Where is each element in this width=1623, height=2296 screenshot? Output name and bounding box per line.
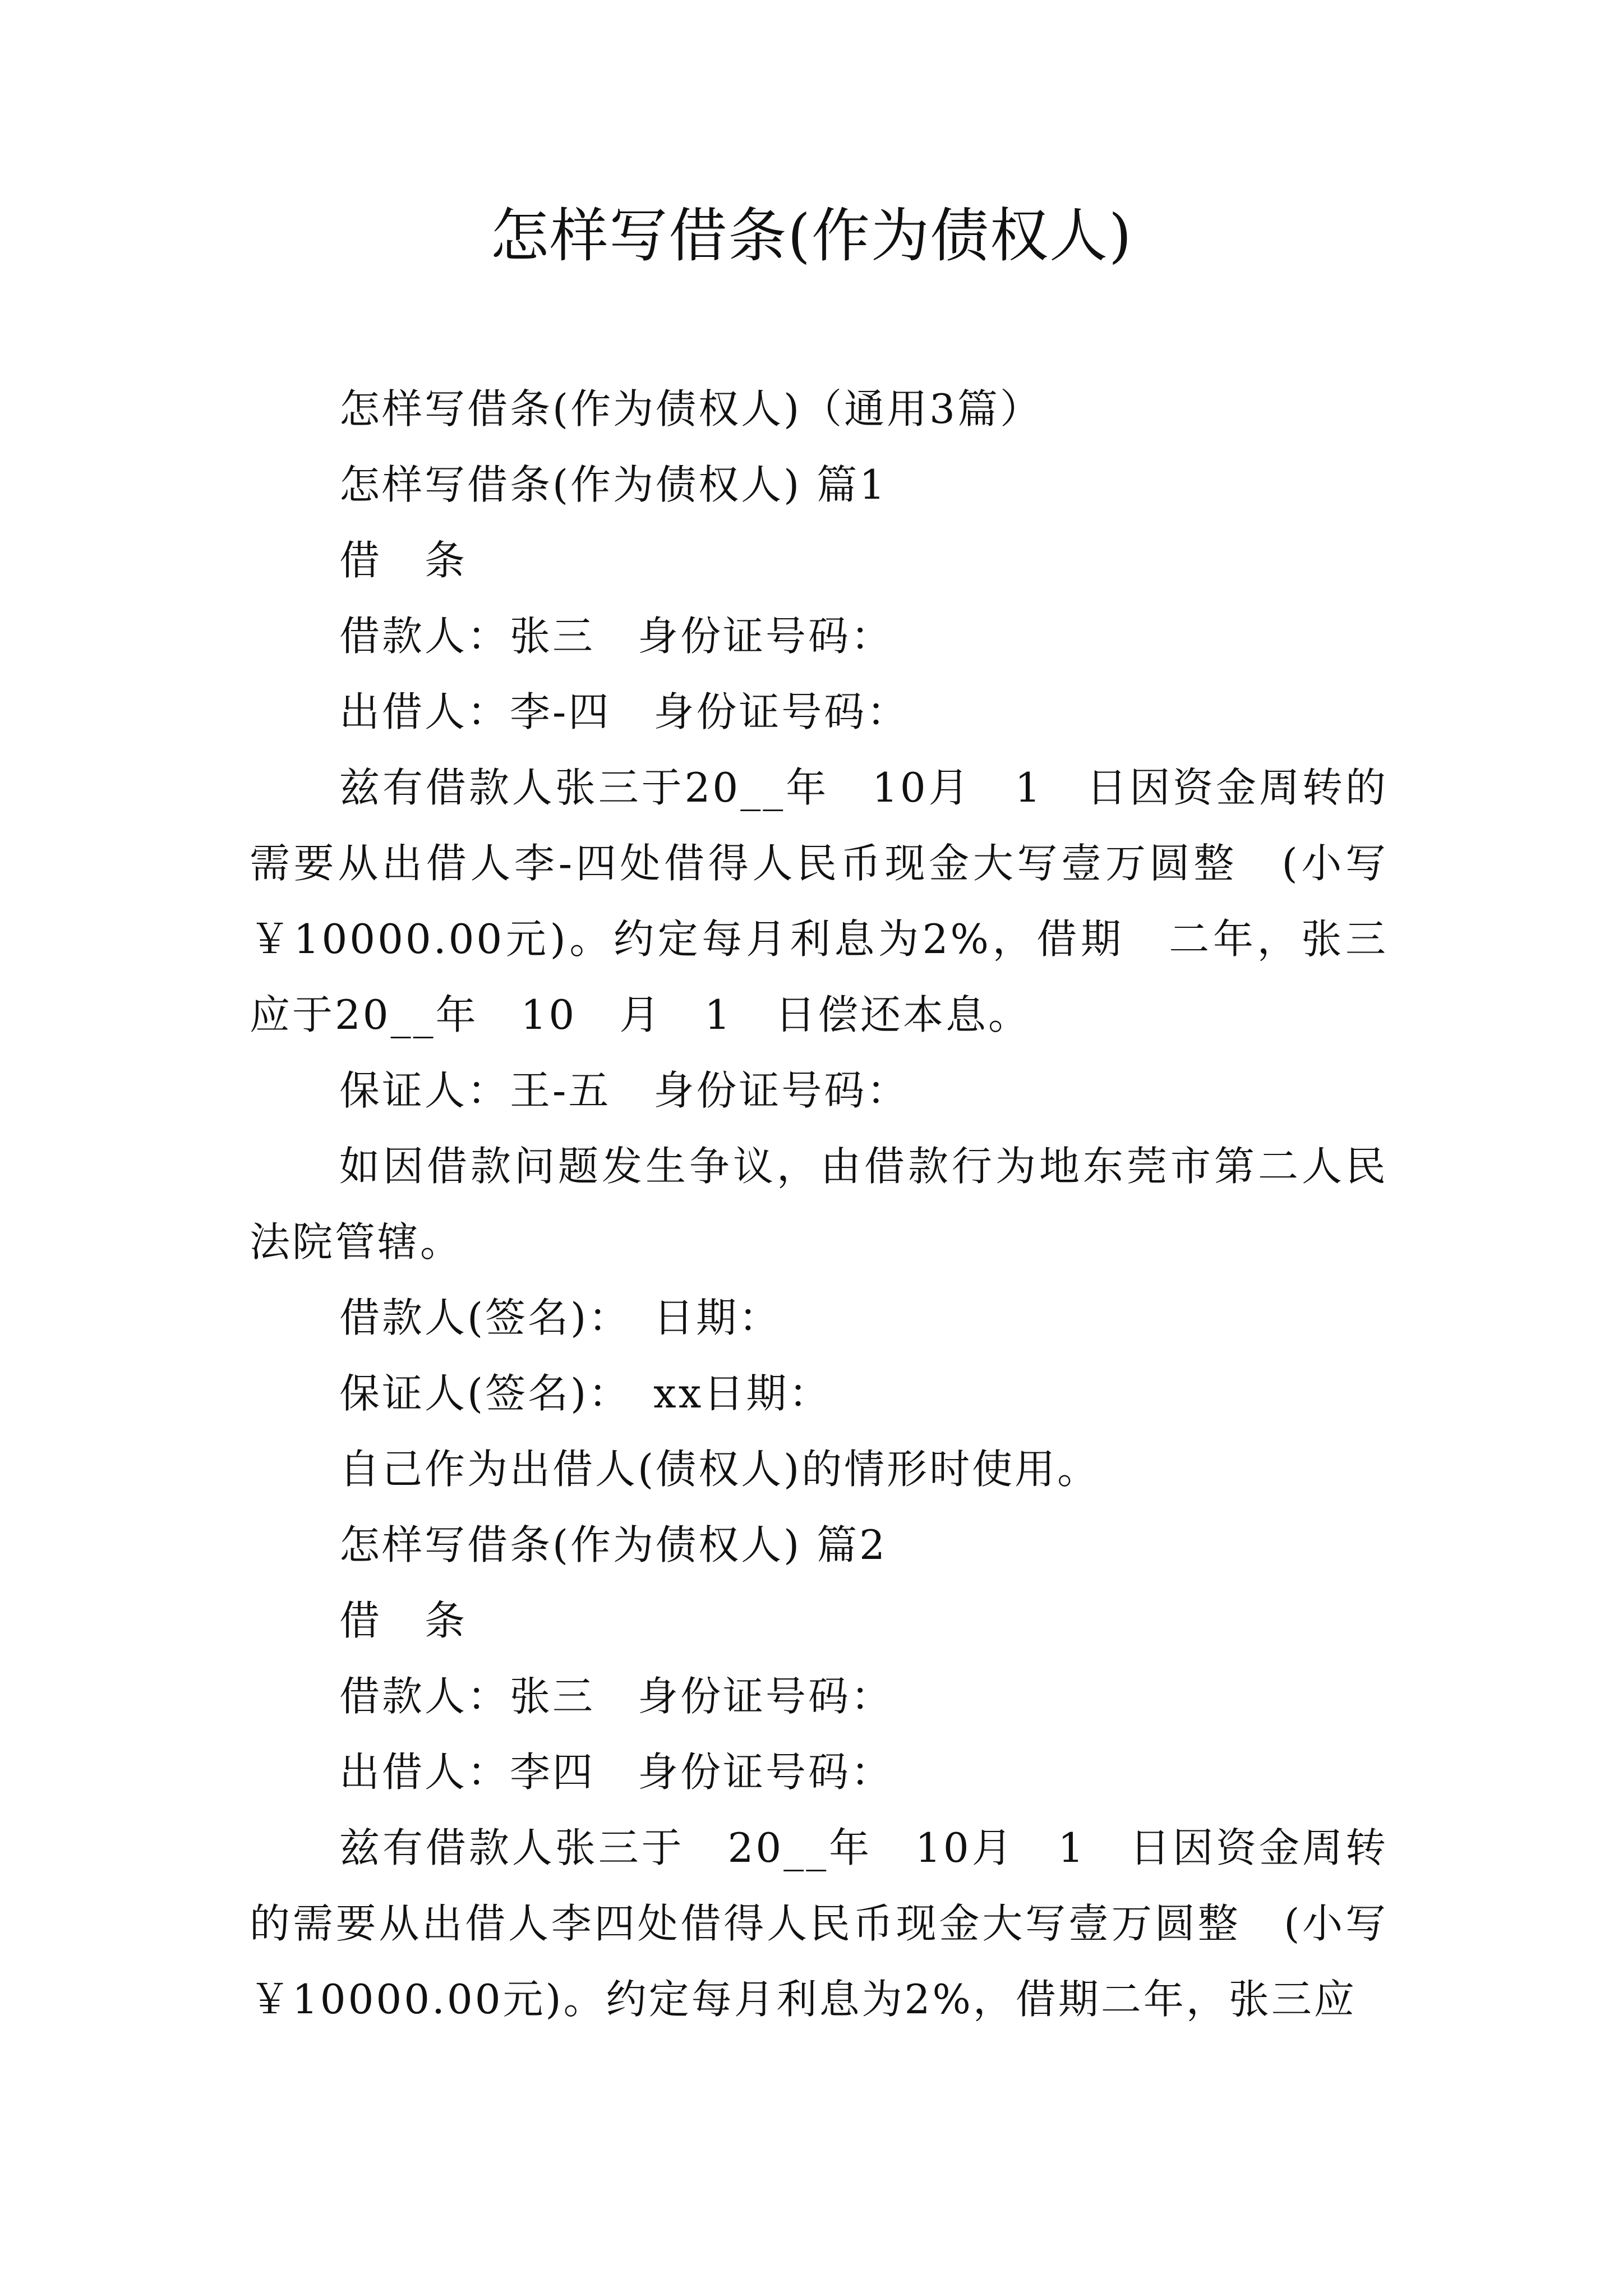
guarantor-line-1: 保证人：王-五 身份证号码： [339,1067,910,1114]
borrower-line-1: 借款人：张三 身份证号码： [339,613,894,660]
loan-terms-paragraph-2: 兹有借款人张三于 20__年 10月 1 日因资金周转的需要从出借人李四处借得人民币现金大写壹万圆整 (小写￥10000.00元)。约定每月利息为2%，借期二年，张三应 [250,1824,1388,2023]
borrower-line-2: 借款人：张三 身份证号码： [339,1673,894,1720]
note-title-1: 借 条 [339,537,468,584]
usage-note-paragraph-1: 自己作为出借人(债权人)的情形时使用。 [339,1446,1100,1493]
section-heading-2: 怎样写借条(作为债权人) 篇2 [339,1521,887,1568]
loan-terms-paragraph-1: 兹有借款人张三于20__年 10月 1 日因资金周转的需要从出借人李-四处借得人民币现金大写壹万圆整 (小写￥10000.00元)。约定每月利息为2%，借期 二年，张三应于20__年 10 月 1 日偿还本息。 [250,764,1388,1038]
guarantor-signature-line-1: 保证人(签名)： xx日期： [339,1370,832,1417]
subtitle-paragraph: 怎样写借条(作为债权人)（通用3篇） [339,385,1043,432]
note-title-2: 借 条 [339,1597,468,1644]
jurisdiction-paragraph-1: 如因借款问题发生争议，由借款行为地东莞市第二人民法院管辖。 [250,1143,1388,1266]
lender-line-2: 出借人：李四 身份证号码： [339,1749,894,1796]
document-body [250,371,1388,2037]
borrower-signature-line-1: 借款人(签名)： 日期： [339,1294,782,1341]
document-title: 怎样写借条(作为债权人) [490,201,1133,270]
lender-line-1: 出借人：李-四 身份证号码： [339,688,910,735]
section-heading-1: 怎样写借条(作为债权人) 篇1 [339,461,887,508]
